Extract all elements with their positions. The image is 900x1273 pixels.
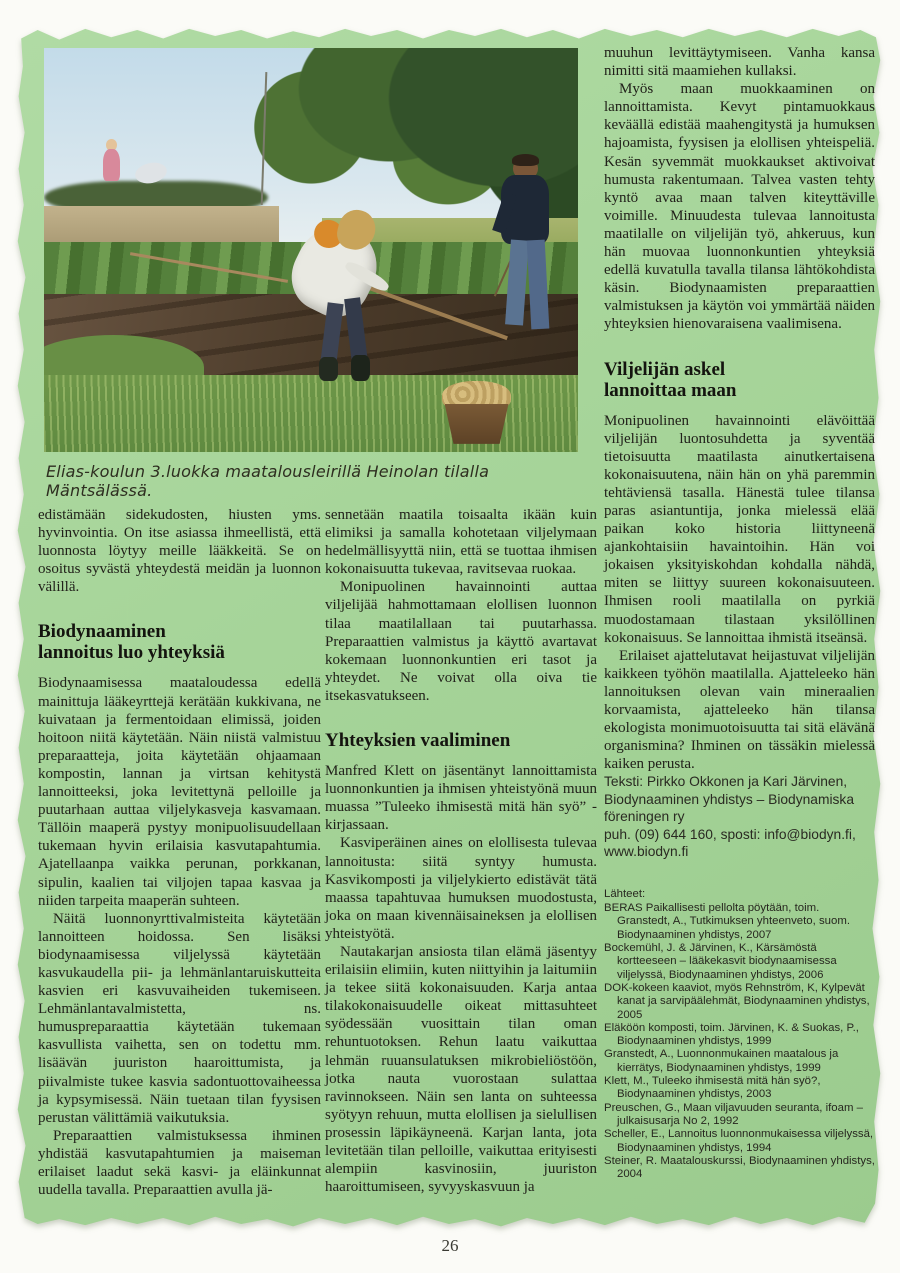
source-entry: DOK-kokeen kaaviot, myös Rehnström, K, Kylpevät kanat ja sarvipäälehmät, Biodynaaminen yhdistys, 2005 xyxy=(604,981,870,1021)
photo-boy-hair xyxy=(512,154,539,166)
photo-background-child xyxy=(103,149,120,181)
source-entry: Eläköön komposti, toim. Järvinen, K. & Suokas, P., Biodynaaminen yhdistys, 1999 xyxy=(604,1021,859,1048)
source-entry: Scheller, E., Lannoitus luonnonmukaisessa viljelyssä, Biodynaaminen yhdistys, 1994 xyxy=(604,1128,874,1154)
source-entry: Bockemühl, J. & Järvinen, K., Kärsämöstä kortteeseen – lääkekasvit biodynaamisessa viljelyssä, Biodynaaminen yhdistys, 2006 xyxy=(604,942,837,981)
paragraph: muuhun levittäytymiseen. Vanha kansa nimitti sitä maamiehen kullaksi. xyxy=(604,45,875,80)
column-right xyxy=(604,44,875,1181)
contact-website: www.biodyn.fi xyxy=(604,844,689,860)
paragraph: edistämään sidekudosten, hiusten yms. hyvinvointia. On itse asiassa ihmeellistä, että luonnosta löytyy meille lääkkeitä. Se on osoitus syvästä yhteydestä meidän ja luonnon välillä. xyxy=(38,507,321,596)
paragraph: sennetään maatila toisaalta ikään kuin elimiksi ja samalla kohotetaan viljelymaan hedelmällisyyttä niin, että se tuottaa ihmisen kokonaisuutta tukevaa, ravitsevaa ruokaa. xyxy=(325,507,597,578)
section-heading-yhteyksien-vaaliminen xyxy=(325,730,597,751)
paragraph: Kasviperäinen aines on elollisesta tulevaa lannoitusta: siitä syntyy humusta. Kasvikomposti ja viljelykierto edistävät tätä maassa tapahtuvaa humuksen muodostusta, joka on maan kivennäisaineksen ja elollisen yhteistyötä. xyxy=(325,835,597,942)
heading-line: Yhteyksien vaaliminen xyxy=(325,730,511,752)
source-entry: Klett, M., Tuleeko ihmisestä mitä hän syö?, Biodynaaminen yhdistys, 2003 xyxy=(604,1075,821,1101)
section-heading-biodynaaminen-lannoitus xyxy=(38,621,321,663)
paragraph: Nautakarjan ansiosta tilan elämä jäsentyy erilaisiin elimiin, kuten niittyihin ja laitumiin ja tekee siitä kokonaisuuden. Karja antaa tilakokonaisuudelle oikeat mittasuhteet syödessään vuosittain tilan oman rehuntuotoksen. Rehun laatu vaikuttaa lehmän ruuansulatuksen mikrobieliöstöön, jotka nauta vuorostaan sulattaa ravinnokseen. Näin sen lanta on suhteessa syötyyn rehuun, mutta elollisen ja sielullisen prosessin läpikäyneenä. Karjan lanta, jota levitetään tilan pelloille, vaikuttaa erityisesti alempiin kasvinosiin, juuriston haaroittumiseen, syvyyskasvuun ja xyxy=(325,943,597,1196)
heading-line: Biodynaaminen xyxy=(38,621,166,643)
heading-line: lannoitus luo yhteyksiä xyxy=(38,642,225,664)
heading-line: Viljelijän askel xyxy=(604,358,726,380)
source-entry: BERAS Paikallisesti pellolta pöytään, toim. Granstedt, A., Tutkimuksen yhteenveto, suom. Biodynaaminen yhdistys, 2007 xyxy=(604,902,850,941)
photo-caption: Elias-koulun 3.luokka maatalousleirillä Heinolan tilalla Mäntsälässä. xyxy=(46,462,490,500)
sources-label: Lähteet: xyxy=(604,887,646,900)
section-heading-viljelijan-askel xyxy=(604,359,875,401)
photo-girl-boot xyxy=(319,357,338,381)
contact-phone-email: puh. (09) 644 160, sposti: info@biodyn.fi, xyxy=(604,826,856,842)
paragraph: Biodynaamisessa maataloudessa edellä mainittuja lääkeyrttejä kerätään kukkivana, ne kuivataan ja fermentoidaan elimissä, joiden hoitoon niitä käytetään. Näin niistä valmistuu preparaatteja, joita käytetään ohjaamaan kompostin, lannan ja virtsan kehitystä lannoitteeksi, joka levitettynä pelloille ja puutarhaan auttaa viljelykasveja kasvamaan. Tällöin maaperä pystyy monipuolisuudellaan tukemaan hyvin erilaisia kasvutapahtumia. Ajatellaanpa vaikka perunan, porkkanan, sipulin, kaalien tai viljojen tapaa kasvaa ja niiden tarpeita maaperän suhteen. xyxy=(38,675,321,909)
source-entry: Granstedt, A., Luonnonmukainen maatalous ja kierrätys, Biodynaaminen yhdistys, 1999 xyxy=(604,1048,839,1074)
paragraph: Erilaiset ajattelutavat heijastuvat viljelijän kaikkeen työhön maatilalla. Ajatteleeko hän lannoituksen olevan vain mineraalien korvaamista, ajatteleeko hän tilansa ekologista monimuotoisuutta tai sitä elävänä organismina? Ihminen on tässäkin mielessä kaiken perusta. xyxy=(604,647,875,773)
paragraph: Manfred Klett on jäsentänyt lannoittamista luonnonkuntien ja ihmisen yhteistyönä muun muassa ”Tuleeko ihmisestä mitä hän syö” -kirjassaan. xyxy=(325,763,597,834)
paragraph: Preparaattien valmistuksessa ihminen yhdistää kasvutapahtumien ja maiseman erilaiset laadut sekä kasvi- ja eläinkunnat uudella tavalla. Preparaattien avulla jä- xyxy=(38,1127,321,1199)
source-entry: Preuschen, G., Maan viljavuuden seuranta, ifoam – julkaisusarja No 2, 1992 xyxy=(604,1101,863,1127)
page-number: 26 xyxy=(441,1236,459,1255)
column-left xyxy=(38,506,321,1199)
photo-girl-boot xyxy=(351,355,370,381)
photo-potato-basket xyxy=(445,404,509,444)
heading-line: lannoittaa maan xyxy=(604,379,737,401)
paragraph: Myös maan muokkaaminen on lannoittamista. Kevyt pintamuokkaus keväällä edistää maahengitystä ja humuksen hajoamista, fyysisen ja elollisen yhteispeliä. Kesän syvemmät muokkaukset aktivoivat humusta rakentumaan. Talvea vasten tehty kyntö avaa maan talven kiteyttäville voimille. Minuudesta tulevaa lannoitusta maatilalle on viljelijän työ, ahkeruus, kun hän muovaa luonnonkuntien yhteyksiä edellä kuvatulla tavalla tilansa lähtökohdista käsin. Biodynaamisten preparaattien valmistuksen ja käytön voi ymmärtää näiden yhteyksien hienovaraisena vaalimisena. xyxy=(604,81,875,333)
paragraph: Monipuolinen havainnointi elävöittää viljelijän luontosuhdetta ja syventää tietoisuutta maatilasta ainutkertaisena kokonaisuutena, näin hän on yhä paremmin tehtäviensä tasalla. Hänestä tulee tilansa paras asiantuntija, jonka mielessä elää paikan koko historia liittyneenä ajankohtaisiin havaintoihin. Hän voi jokaisen yksityiskohdan kohdalla nähdä, miten se liittyy suureen kokonaisuuteen. Ihmisen rooli maatilalla on pyrkiä muodostamaan tilastaan yksilöllinen kokonaisuus. Se lannoittaa ihmistä itseänsä. xyxy=(604,412,875,646)
author-credits: Teksti: Pirkko Okkonen ja Kari Järvinen, Biodynaaminen yhdistys – Biodynamiska föreningen ry xyxy=(604,774,855,825)
sources-list xyxy=(604,888,875,1182)
paragraph: Näitä luonnonyrttivalmisteita käytetään lannoitteen hoidossa. Sen lisäksi biodynaamisessa viljelyssä käytetään kasvukaudella pii- ja lehmänlantaruiskutteita kasvien eri kasvuvaiheiden tukemiseen. Lehmänlantavalmistetta, ns. humuspreparaattia käytetään tukemaan kasvullista vaihetta, sen on todettu mm. lisäävän juuriston haaroittumista, ja piivalmiste tukee kasvia sadontuottovaiheessa ja kypsymisessä. Näin tuetaan tilan fyysisen perustan välittämiä vaikutuksia. xyxy=(38,910,321,1126)
paragraph: Monipuolinen havainnointi auttaa viljelijää hahmottamaan elollisen luonnon tilaa maatilallaan tai puutarhassa. Preparaattien valmistus ja käyttö avartavat kokemaan luonnonkuntien eri tasot ja yhteydet. Ne voivat olla oiva tie itsekasvatukseen. xyxy=(325,579,597,704)
column-middle xyxy=(325,506,597,1196)
contact-info xyxy=(604,826,875,861)
farm-photo xyxy=(44,48,578,452)
source-entry: Steiner, R. Maatalouskurssi, Biodynaaminen yhdistys, 2004 xyxy=(604,1154,875,1181)
